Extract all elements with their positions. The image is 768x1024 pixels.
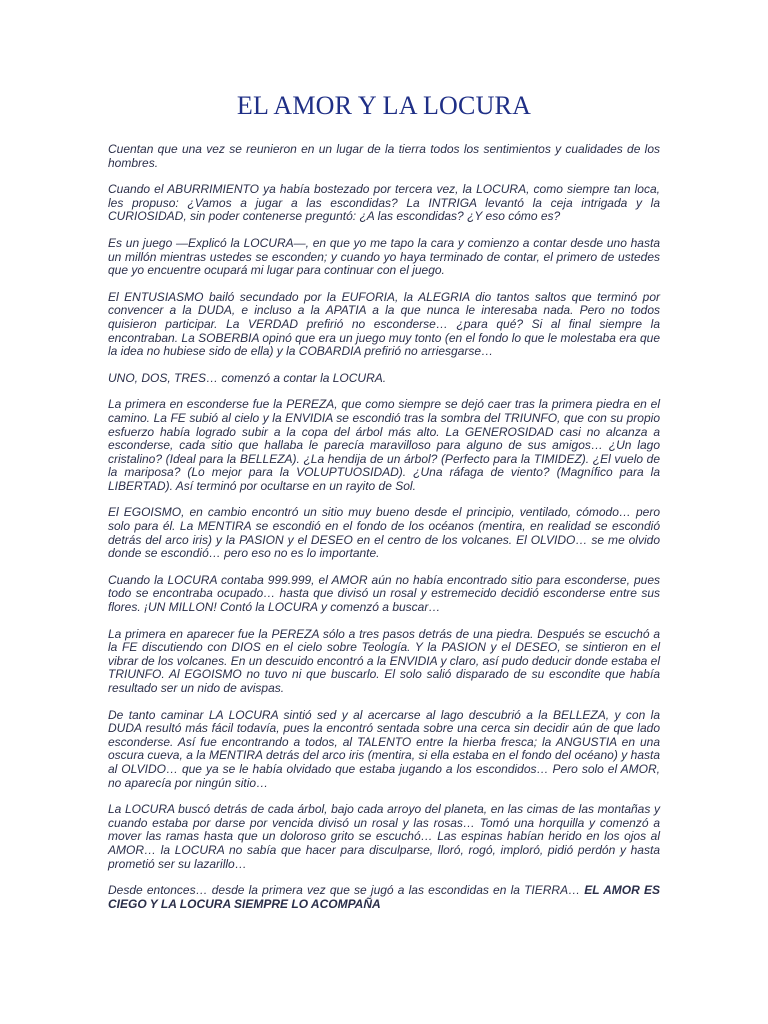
closing-paragraph [108, 884, 660, 911]
closing-text: Desde entonces… desde la primera vez que se jugó a las escondidas en la TIERRA… [108, 883, 585, 898]
paragraph: El ENTUSIASMO bailó secundado por la EUFORIA, la ALEGRIA dio tantos saltos que terminó por convencer a la DUDA, e incluso a la APATIA a la que nunca le interesaba nada. Pero no todos quisieron participar. La VERDAD prefirió no esconderse… ¿para qué? Si al final siempre la encontraban. La SOBERBIA opinó que era un juego muy tonto (en el fondo lo que le molestaba era que la idea no hubiese sido de ella) y la COBARDIA prefirió no arriesgarse… [108, 289, 660, 359]
paragraph: De tanto caminar LA LOCURA sintió sed y al acercarse al lago descubrió a la BELLEZA, y con la DUDA resultó más fácil todavía, pues la encontró sentada sobre una cerca sin decidir aún de que lado esconderse. Así fue encontrando a todos, al TALENTO entre la hierba fresca; la ANGUSTIA en una oscura cueva, a la MENTIRA detrás del arco iris (mentira, si ella estaba en el fondo del océano) y hasta al OLVIDO… que ya se le había olvidado que estaba jugando a los escondidos… Pero solo el AMOR, no aparecía por ningún sitio… [108, 707, 660, 790]
paragraph: La LOCURA buscó detrás de cada árbol, bajo cada arroyo del planeta, en las cimas de las montañas y cuando estaba por darse por vencida divisó un rosal y las rosas… Tomó una horquilla y comenzó a mover las ramas hasta que un doloroso grito se escuchó… Las espinas habían herido en los ojos al AMOR… la LOCURA no sabía que hacer para disculparse, lloró, rogó, imploró, pidió perdón y hasta prometió ser su lazarillo… [108, 802, 660, 871]
paragraph: Cuando el ABURRIMIENTO ya había bostezado por tercera vez, la LOCURA, como siempre tan loca, les propuso: ¿Vamos a jugar a las escondidas? La INTRIGA levantó la ceja intrigada y la CURIOSIDAD, sin poder contenerse preguntó: ¿A las escondidas? ¿Y eso cómo es? [108, 182, 660, 224]
paragraph: UNO, DOS, TRES… comenzó a contar la LOCURA. [108, 370, 387, 385]
closing-emphasis: EL AMOR ES CIEGO Y LA LOCURA SIEMPRE LO ACOMPAÑA [108, 883, 660, 911]
paragraph: El EGOISMO, en cambio encontró un sitio muy bueno desde el principio, ventilado, cómodo… pero solo para él. La MENTIRA se escondió en el fondo de los océanos (mentira, en realidad se escondió detrás del arco iris) y la PASION y el DESEO en el centro de los volcanes. El OLVIDO… se me olvido donde se escondió… pero eso no es lo importante. [108, 505, 660, 561]
paragraph: Cuentan que una vez se reunieron en un lugar de la tierra todos los sentimientos y cualidades de los hombres. [108, 142, 660, 170]
paragraph: La primera en aparecer fue la PEREZA sólo a tres pasos detrás de una piedra. Después se escuchó a la FE discutiendo con DIOS en el cielo sobre Teología. Y la PASION y el DESEO, se sintieron en el vibrar de los volcanes. En un descuido encontró a la ENVIDIA y claro, así pudo deducir donde estaba el TRIUNFO. Al EGOISMO no tuvo ni que buscarlo. El solo salió disparado de su escondite que había resultado ser un nido de avispas. [108, 626, 660, 695]
document-body [108, 143, 660, 911]
paragraph: Cuando la LOCURA contaba 999.999, el AMOR aún no había encontrado sitio para esconderse, pues todo se encontraba ocupado… hasta que divisó un rosal y estremecido decidió esconderse entre sus flores. ¡UN MILLON! Contó la LOCURA y comenzó a buscar… [108, 572, 660, 615]
paragraph: Es un juego —Explicó la LOCURA—, en que yo me tapo la cara y comienzo a contar desde uno hasta un millón mientras ustedes se esconden; y cuando yo haya terminado de contar, el primero de ustedes que yo encuentre ocupará mi lugar para continuar con el juego. [108, 235, 660, 278]
document-title: EL AMOR Y LA LOCURA [236, 91, 532, 120]
paragraph: La primera en esconderse fue la PEREZA, que como siempre se dejó caer tras la primera piedra en el camino. La FE subió al cielo y la ENVIDIA se escondió tras la sombra del TRIUNFO, que con su propio esfuerzo había logrado subir a la copa del árbol más alto. La GENEROSIDAD casi no alcanza a esconderse, cada sitio que hallaba le parecía maravilloso para alguno de sus amigos… ¿Un lago cristalino? (Ideal para la BELLEZA). ¿La hendija de un árbol? (Perfecto para la TIMIDEZ). ¿El vuelo de la mariposa? (Lo mejor para la VOLUPTUOSIDAD). ¿Una ráfaga de viento? (Magnífico para la LIBERTAD). Así terminó por ocultarse en un rayito de Sol. [108, 397, 660, 493]
